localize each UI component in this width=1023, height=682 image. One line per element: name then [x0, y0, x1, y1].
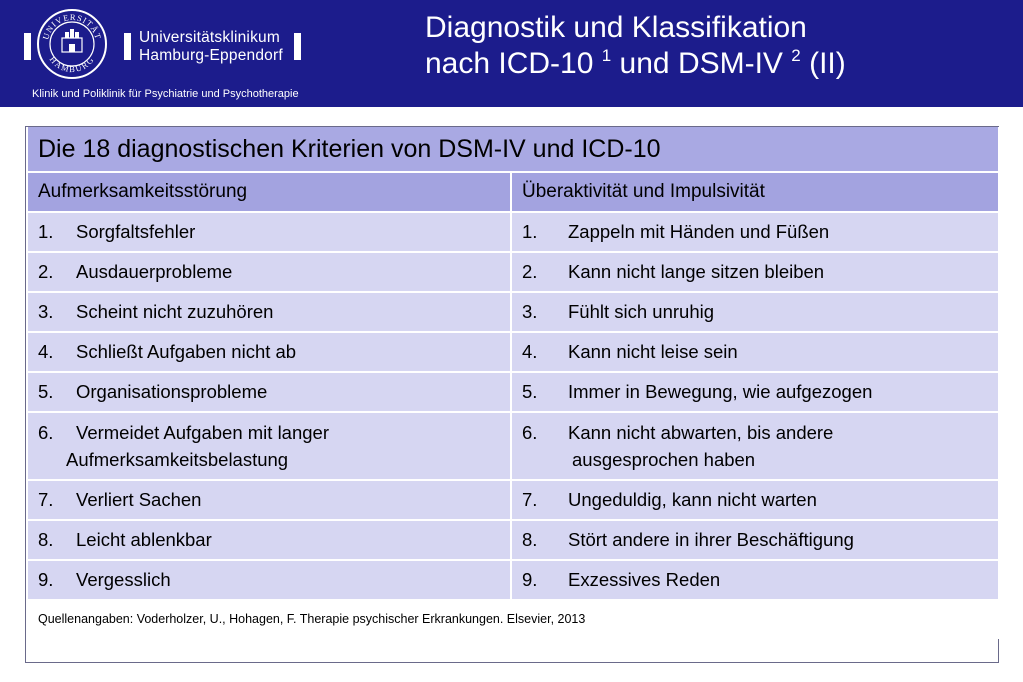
criterion-left: 4. Schließt Aufgaben nicht ab	[27, 332, 511, 372]
criterion-right: 4. Kann nicht leise sein	[511, 332, 999, 372]
criteria-table	[25, 126, 999, 663]
criterion-left: 9. Vergesslich	[27, 560, 511, 600]
source-footnote: Quellenangaben: Voderholzer, U., Hohagen, F. Therapie psychischer Erkrankungen. Elsevier, 2013	[27, 600, 999, 638]
criterion-right: 9. Exzessives Reden	[511, 560, 999, 600]
criterion-left: 1. Sorgfaltsfehler	[27, 212, 511, 252]
table-row	[27, 332, 999, 372]
criterion-left: 7. Verliert Sachen	[27, 480, 511, 520]
column-header-hyperactivity: Überaktivität und Impulsivität	[511, 172, 999, 212]
criterion-left: 6. Vermeidet Aufgaben mit langer Aufmerksamkeitsbelastung	[27, 412, 511, 480]
table-row	[27, 372, 999, 412]
logo-bar-left	[24, 33, 31, 60]
clinic-subtitle: Klinik und Poliklinik für Psychiatrie und Psychotherapie	[32, 88, 299, 100]
title-line-2: nach ICD-10 $^1$ und DSM-IV $^2$ (II)	[425, 46, 846, 80]
table-row	[27, 212, 999, 252]
logo-line-2: Hamburg-Eppendorf	[139, 47, 283, 64]
table-caption: Die 18 diagnostischen Kriterien von DSM-IV und ICD-10	[27, 127, 999, 172]
table-row	[27, 480, 999, 520]
criterion-right: 3. Fühlt sich unruhig	[511, 292, 999, 332]
criterion-left: 3. Scheint nicht zuzuhören	[27, 292, 511, 332]
table-footnote-row	[27, 600, 999, 638]
criterion-left: 2. Ausdauerprobleme	[27, 252, 511, 292]
criterion-right: 7. Ungeduldig, kann nicht warten	[511, 480, 999, 520]
university-seal-logo	[36, 8, 108, 80]
table-row	[27, 412, 999, 480]
footnote-ref-1: 1	[601, 46, 612, 65]
criterion-right: 1. Zappeln mit Händen und Füßen	[511, 212, 999, 252]
logo-line-1: Universitätsklinikum	[139, 29, 280, 46]
header-banner	[0, 0, 1023, 107]
title-line-1: Diagnostik und Klassifikation	[425, 11, 807, 44]
table-caption-row	[27, 127, 999, 172]
logo-wordmark	[139, 29, 283, 65]
criterion-right: 8. Stört andere in ihrer Beschäftigung	[511, 520, 999, 560]
column-header-attention: Aufmerksamkeitsstörung	[27, 172, 511, 212]
criterion-right: 6. Kann nicht abwarten, bis andere ausgesprochen haben	[511, 412, 999, 480]
slide-title	[425, 10, 846, 82]
table-row	[27, 520, 999, 560]
criterion-left: 5. Organisationsprobleme	[27, 372, 511, 412]
logo-bar-middle	[124, 33, 131, 60]
criterion-left: 8. Leicht ablenkbar	[27, 520, 511, 560]
svg-text:HAMBURG	[48, 54, 97, 74]
logo-bar-right	[294, 33, 301, 60]
seal-top-text: UNIVERSITÄT	[40, 11, 104, 41]
table-row	[27, 292, 999, 332]
criterion-right: 2. Kann nicht lange sitzen bleiben	[511, 252, 999, 292]
table-row	[27, 560, 999, 600]
criterion-right: 5. Immer in Bewegung, wie aufgezogen	[511, 372, 999, 412]
table-header-row	[27, 172, 999, 212]
footnote-ref-2: 2	[791, 46, 801, 65]
table-row	[27, 252, 999, 292]
seal-bottom-text: HAMBURG	[47, 54, 97, 75]
